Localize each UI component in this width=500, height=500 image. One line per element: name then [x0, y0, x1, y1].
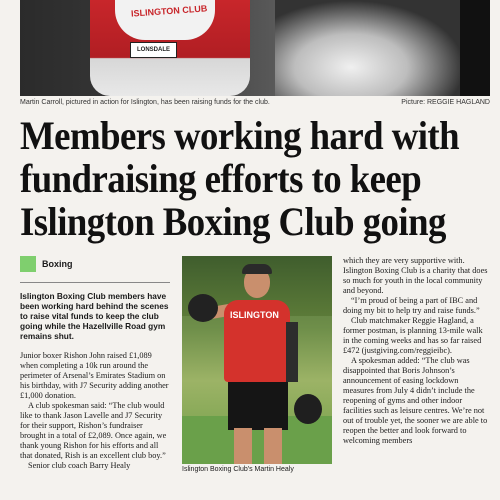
section-label: Boxing [42, 259, 73, 269]
tshirt-text: ISLINGTON [230, 310, 279, 320]
shorts-badge: LONSDALE [130, 42, 177, 58]
boxer-cap [242, 264, 272, 274]
right-arm-sleeve [286, 322, 298, 382]
boxer-shorts [228, 382, 288, 430]
col3-paragraph-3: Club matchmaker Reggie Hagland, a former postman, is planning 13-mile walk in the coming weeks and has so far raised £472 (justgiving.com/reggieibc). [343, 316, 483, 355]
col3-paragraph-4: A spokesman added: “The club was disappointed that Boris Johnson’s announcement of easing lockdown measures from July 4 didn’t include the reopening of gyms and other indoor facilities such as leisure centres. We’re not out of trouble yet, the sooner we are able to reopen the better and look forward to welcoming members [343, 356, 488, 445]
ring-corner [460, 0, 490, 96]
column-2-photo [182, 256, 332, 500]
headline-line-3: Islington Boxing Club going [20, 199, 446, 244]
section-color-square [20, 256, 36, 272]
section-divider [20, 282, 170, 283]
headline-line-2: fundraising efforts to keep [20, 156, 422, 201]
photo-caption: Islington Boxing Club's Martin Healy [182, 466, 294, 473]
boxer-tshirt [224, 300, 290, 382]
left-glove [188, 294, 218, 322]
caption-text: Martin Carroll, pictured in action for Islington, has been raising funds for the club. [20, 99, 270, 106]
top-photo [20, 0, 490, 96]
standfirst: Islington Boxing Club members have been working hard behind the scenes to raise vital funds to keep the club going while the Hazellville Road gym remains shut. [20, 291, 169, 341]
boxer-photo [182, 256, 332, 464]
section-tag [20, 256, 170, 272]
photo-credit: Picture: REGGIE HAGLAND [401, 99, 490, 106]
headline [20, 113, 460, 244]
body-paragraph-1: Junior boxer Rishon John raised £1,089 when completing a 10k run around the perimeter of Arsenal’s Emirates Stadium on his birthday, with J7 Security adding another £1,000 donation. [20, 351, 169, 400]
right-leg [264, 428, 282, 464]
right-glove [294, 394, 322, 424]
column-3 [343, 256, 488, 446]
column-1 [20, 256, 170, 471]
col3-paragraph-1: which they are very supportive with. Islington Boxing Club is a charity that does so much for youth in the local community and beyond. [343, 256, 488, 295]
boxer-vest [115, 0, 215, 40]
vest-text: ISLINGTON CLUB [130, 3, 208, 19]
top-photo-caption [20, 99, 490, 106]
headline-line-1: Members working hard with [20, 113, 460, 158]
body-paragraph-2: A club spokesman said: “The club would like to thank Jason Lavelle and J7 Security for their support, Rishon’s fundraiser brought in a total of £2,089. Once again, we thank young Rishon for his efforts and all that donated, Rish is an excellent club boy.” [20, 401, 167, 460]
opponent [275, 0, 465, 96]
col3-paragraph-2: “I’m proud of being a part of IBC and doing my bit to help try and raise funds.” [343, 296, 480, 315]
left-leg [234, 428, 252, 464]
body-paragraph-3: Senior club coach Barry Healy [28, 461, 131, 470]
